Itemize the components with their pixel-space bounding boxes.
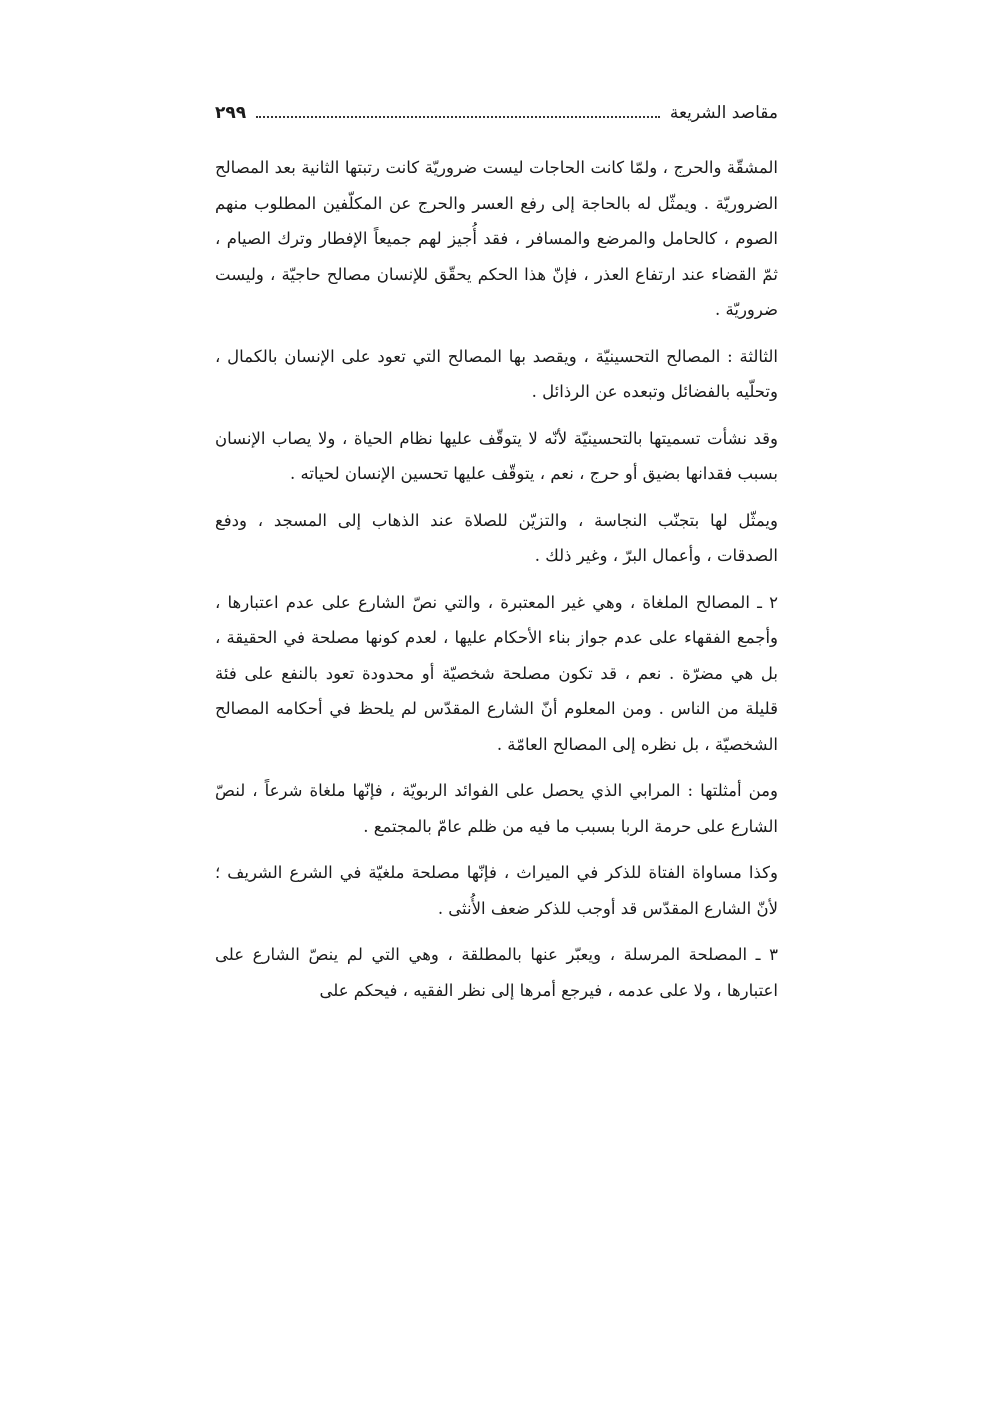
- running-title: مقاصد الشريعة: [669, 103, 778, 123]
- paragraph-2: الثالثة : المصالح التحسينيّة ، ويقصد بها المصالح التي تعود على الإنسان بالكمال ، وتحلّيه بالفضائل وتبعده عن الرذائل .: [215, 346, 778, 401]
- paragraph-3: وقد نشأت تسميتها بالتحسينيّة لأنّه لا يتوقّف عليها نظام الحياة ، ولا يصاب الإنسان بسبب فقدانها بضيق أو حرج ، نعم ، يتوقّف عليها تحسين الإنسان لحياته .: [215, 428, 778, 483]
- dotted-leader: [256, 116, 660, 118]
- page-header: [215, 96, 778, 130]
- paragraph-7: وكذا مساواة الفتاة للذكر في الميراث ، فإنّها مصلحة ملغيّة في الشرع الشريف ؛ لأنّ الشارع المقدّس قد أوجب للذكر ضعف الأُنثى .: [215, 863, 778, 918]
- page-number: ٢٩٩: [215, 103, 247, 123]
- paragraph-1: المشقّة والحرج ، ولمّا كانت الحاجات ليست ضروريّة كانت رتبتها الثانية بعد المصالح الضروريّة . ويمثّل له بالحاجة إلى رفع العسر والحرج عن المكلّفين المطلوب منهم الصوم ، كالحامل والمرضع والمسافر ، فقد أُجيز لهم جميعاً الإفطار وترك الصيام ، ثمّ القضاء عند ارتفاع العذر ، فإنّ هذا الحكم يحقّق للإنسان مصالح حاجيّة ، وليست ضروريّة .: [215, 158, 778, 319]
- paragraph-4: ويمثّل لها بتجنّب النجاسة ، والتزيّن للصلاة عند الذهاب إلى المسجد ، ودفع الصدقات ، وأعمال البرّ ، وغير ذلك .: [215, 510, 778, 565]
- paragraph-5: ٢ ـ المصالح الملغاة ، وهي غير المعتبرة ، والتي نصّ الشارع على عدم اعتبارها ، وأجمع الفقهاء على عدم جواز بناء الأحكام عليها ، لعدم كونها مصلحة في الحقيقة ، بل هي مضرّة . نعم ، قد تكون مصلحة شخصيّة أو محدودة تعود بالنفع على فئة قليلة من الناس . ومن المعلوم أنّ الشارع المقدّس لم يلحظ في أحكامه المصالح الشخصيّة ، بل نظره إلى المصالح العامّة .: [215, 592, 778, 754]
- paragraph-6: ومن أمثلتها : المرابي الذي يحصل على الفوائد الربويّة ، فإنّها ملغاة شرعاً ، لنصّ الشارع على حرمة الربا بسبب ما فيه من ظلم عامّ بالمجتمع .: [215, 781, 778, 836]
- body-text: [215, 150, 778, 1019]
- paragraph-8: ٣ ـ المصلحة المرسلة ، ويعبّر عنها بالمطلقة ، وهي التي لم ينصّ الشارع على اعتبارها ، ولا على عدمه ، فيرجع أمرها إلى نظر الفقيه ، فيحكم على: [215, 945, 778, 1000]
